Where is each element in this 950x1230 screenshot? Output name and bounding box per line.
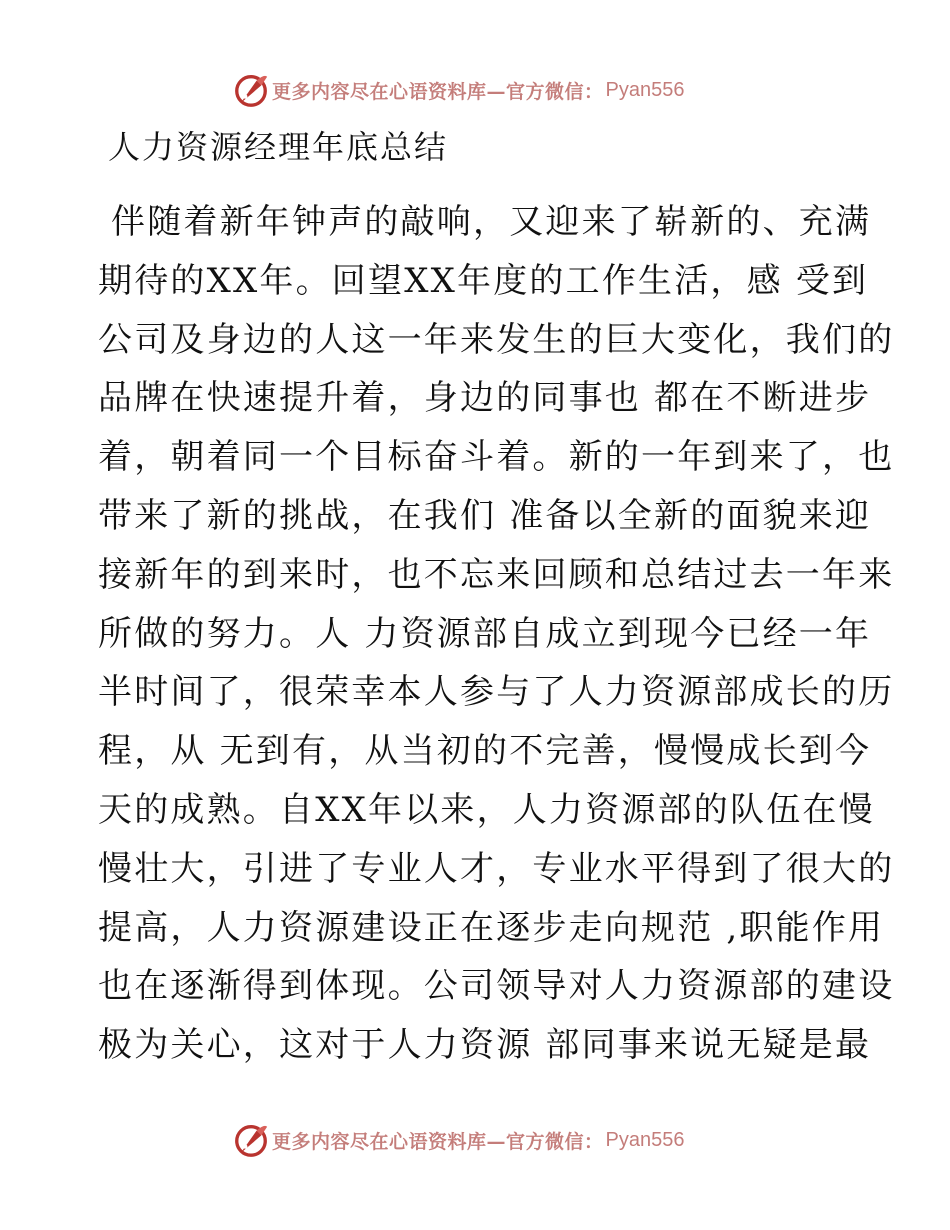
body-line: 程，从 无到有，从当初的不完善，慢慢成长到今	[98, 731, 872, 772]
banner-text: 更多内容尽在心语资料库—官方微信：	[272, 80, 604, 103]
body-line: 品牌在快速提升着，身边的同事也 都在不断进步	[98, 378, 872, 419]
document-title: 人力资源经理年底总结	[108, 128, 449, 166]
body-line: 极为关心，这对于人力资源 部同事来说无疑是最	[98, 1025, 872, 1066]
body-line: 慢壮大，引进了专业人才，专业水平得到了很大的	[98, 848, 895, 889]
body-line: 半时间了，很荣幸本人参与了人力资源部成长的历	[98, 672, 895, 713]
wechat-id: Pyan556	[605, 1128, 685, 1151]
body-line: 伴随着新年钟声的敲响，又迎来了崭新的、充满	[98, 202, 872, 242]
body-line: 天的成熟。自XX年以来，人力资源部的队伍在慢	[98, 789, 875, 830]
body-line: 提高，人力资源建设正在逐步走向规范 ,职能作用	[98, 907, 885, 948]
body-line: 也在逐渐得到体现。公司领导对人力资源部的建设	[98, 966, 895, 1007]
document-body	[98, 193, 895, 1075]
quill-logo-icon	[232, 71, 270, 109]
body-line: 带来了新的挑战，在我们 准备以全新的面貌来迎	[98, 495, 872, 536]
quill-logo-icon	[232, 1121, 270, 1159]
wechat-id: Pyan556	[605, 78, 685, 101]
body-line: 接新年的到来时，也不忘来回顾和总结过去一年来	[98, 554, 895, 595]
body-line: 着，朝着同一个目标奋斗着。新的一年到来了，也	[98, 437, 895, 478]
banner-text: 更多内容尽在心语资料库—官方微信：	[272, 1130, 604, 1153]
body-line: 期待的XX年。回望XX年度的工作生活，感 受到	[98, 260, 869, 301]
header-banner	[232, 70, 684, 110]
footer-banner	[232, 1120, 684, 1160]
body-line: 所做的努力。人 力资源部自成立到现今已经一年	[98, 613, 872, 654]
body-line: 公司及身边的人这一年来发生的巨大变化，我们的	[98, 319, 895, 360]
